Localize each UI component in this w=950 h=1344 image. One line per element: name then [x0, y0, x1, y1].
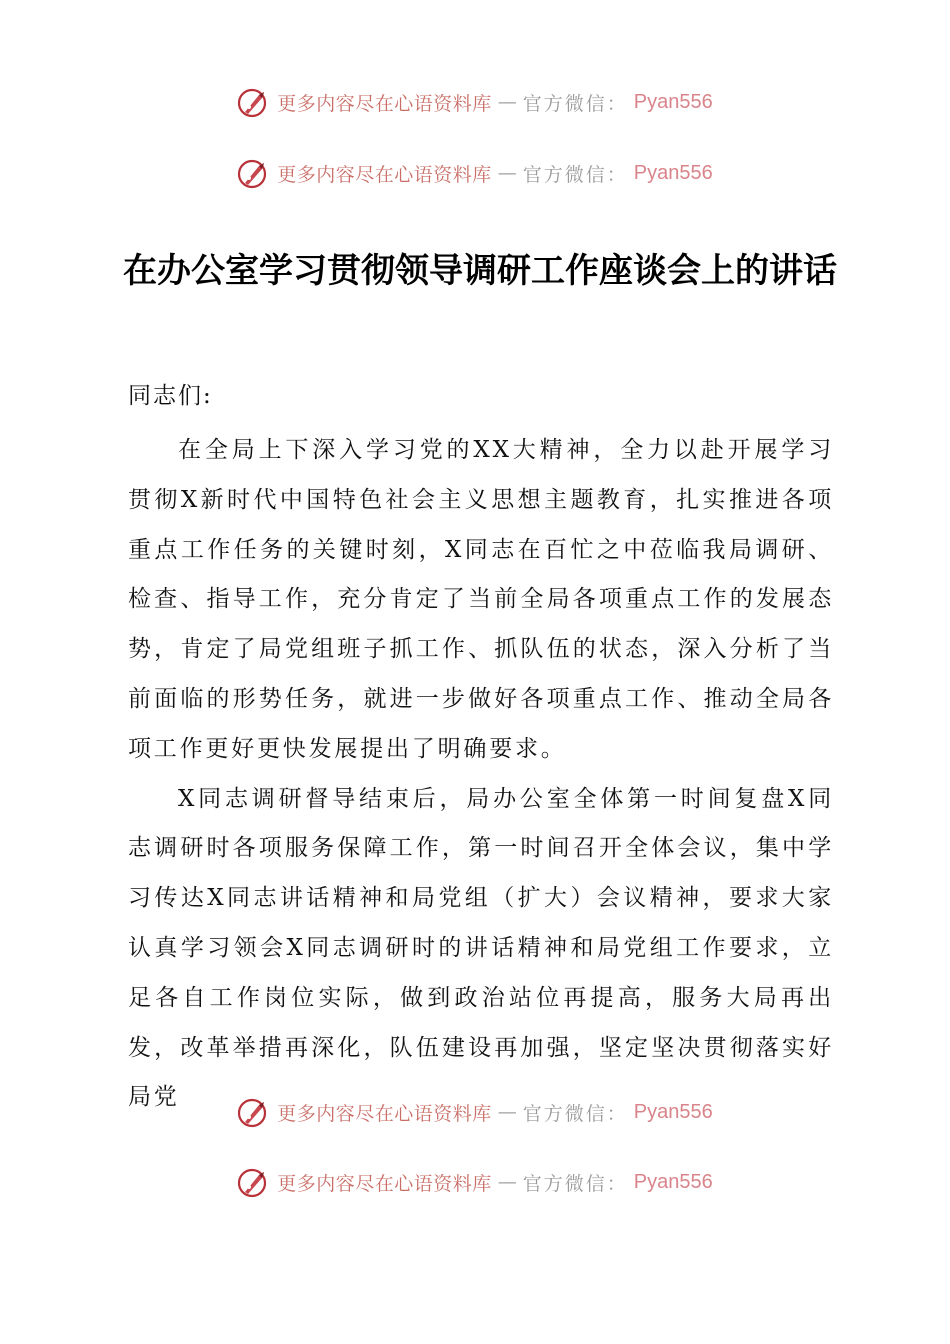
- watermark-wechat-id: Pyan556: [633, 1170, 713, 1193]
- watermark-banner: [0, 1092, 950, 1132]
- watermark-sub-text: 官方微信：: [522, 1102, 628, 1125]
- watermark-wechat-id: Pyan556: [633, 161, 713, 184]
- salutation: 同志们:: [128, 383, 213, 409]
- watermark-sub-text: 官方微信：: [522, 92, 628, 115]
- pen-logo-icon: [237, 1165, 271, 1199]
- pen-logo-icon: [237, 1095, 271, 1129]
- paragraph: X同志调研督导结束后，局办公室全体第一时间复盘X同志调研时各项服务保障工作，第一时间召开全体会议，集中学习传达X同志讲话精神和局党组（扩大）会议精神，要求大家认真学习领会X同志调研时的讲话精神和局党组工作要求，立足各自工作岗位实际，做到政治站位再提高，服务大局再出发，改革举措再深化，队伍建设再加强，坚定坚决贯彻落实好局党: [128, 785, 834, 1111]
- watermark-sub-text: 官方微信：: [522, 1172, 628, 1195]
- watermark-main-text: 更多内容尽在心语资料库: [277, 1172, 492, 1195]
- watermark-main-text: 更多内容尽在心语资料库: [277, 92, 492, 115]
- watermark-banner: [0, 153, 950, 193]
- document-title: 在办公室学习贯彻领导调研工作座谈会上的讲话: [123, 251, 837, 291]
- watermark-sub-text: 官方微信：: [522, 163, 628, 186]
- document-body: [128, 426, 834, 1123]
- watermark-banner: [0, 82, 950, 122]
- watermark-dash: —: [497, 162, 517, 184]
- watermark-dash: —: [497, 1171, 517, 1193]
- watermark-wechat-id: Pyan556: [633, 90, 713, 113]
- pen-logo-icon: [237, 85, 271, 119]
- watermark-wechat-id: Pyan556: [633, 1100, 713, 1123]
- watermark-dash: —: [497, 1101, 517, 1123]
- pen-logo-icon: [237, 156, 271, 190]
- watermark-main-text: 更多内容尽在心语资料库: [277, 163, 492, 186]
- watermark-banner: [0, 1162, 950, 1202]
- paragraph: 在全局上下深入学习党的XX大精神，全力以赴开展学习贯彻X新时代中国特色社会主义思想主题教育，扎实推进各项重点工作任务的关键时刻，X同志在百忙之中莅临我局调研、检查、指导工作，充分肯定了当前全局各项重点工作的发展态势，肯定了局党组班子抓工作、抓队伍的状态，深入分析了当前面临的形势任务，就进一步做好各项重点工作、推动全局各项工作更好更快发展提出了明确要求。: [128, 437, 834, 762]
- watermark-main-text: 更多内容尽在心语资料库: [277, 1102, 492, 1125]
- watermark-dash: —: [497, 91, 517, 113]
